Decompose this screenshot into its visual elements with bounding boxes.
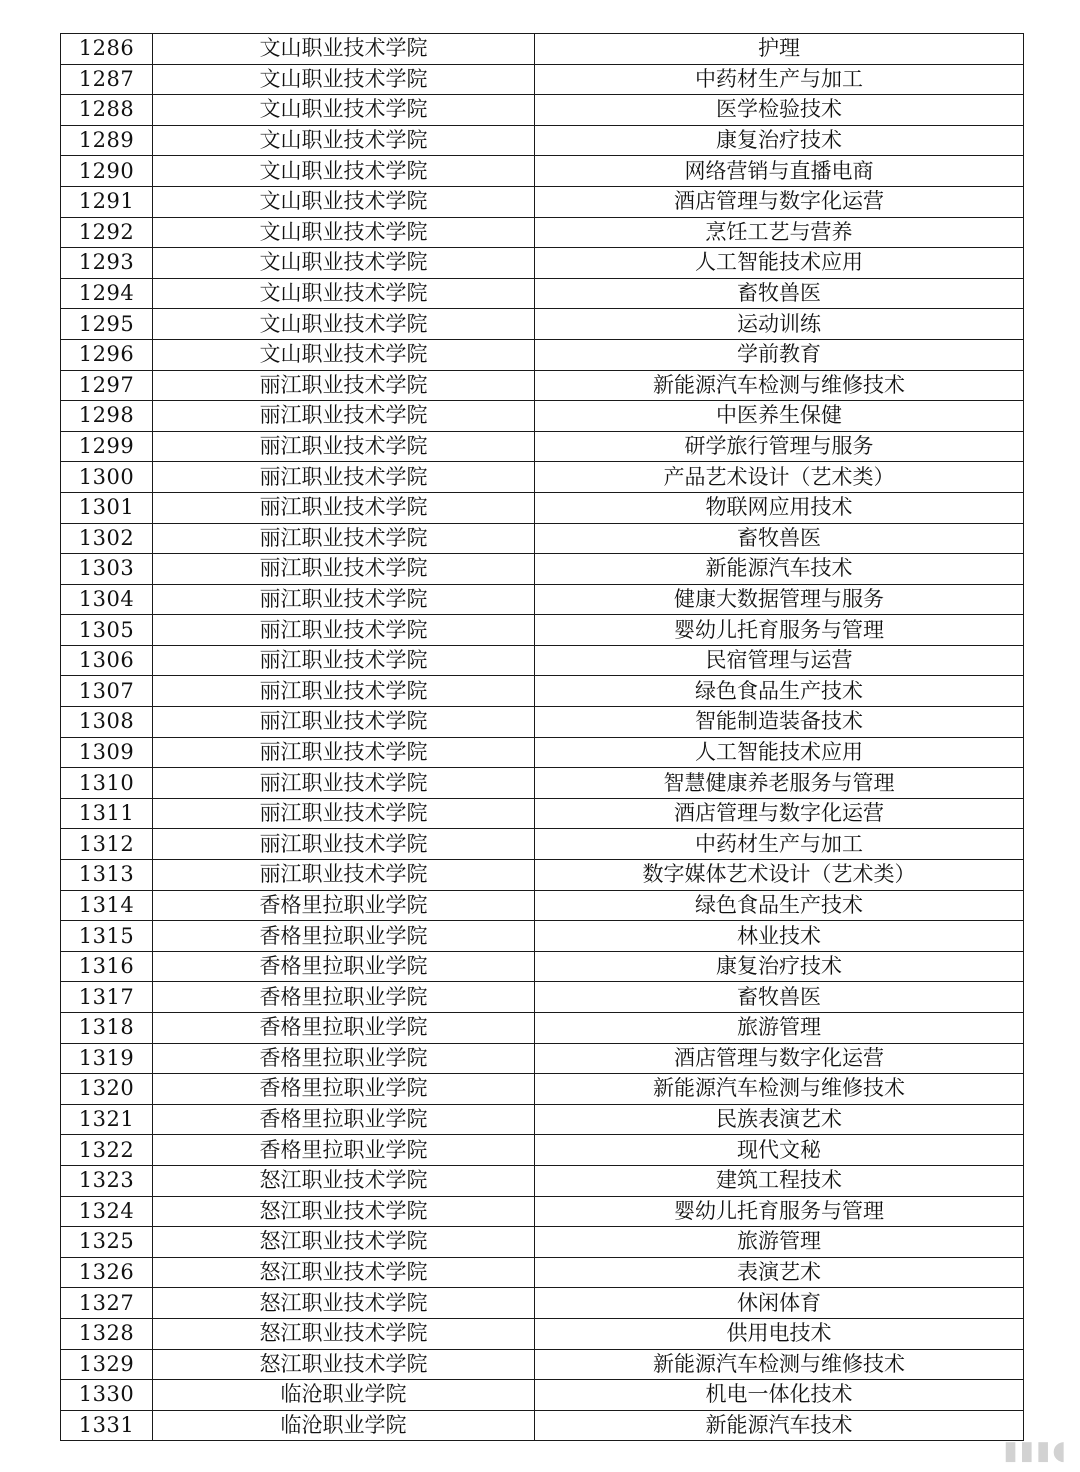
major-name: 康复治疗技术 [535, 951, 1024, 982]
school-name: 怒江职业技术学院 [153, 1318, 535, 1349]
row-number: 1309 [61, 737, 153, 768]
table-row [61, 1318, 1024, 1349]
school-name: 文山职业技术学院 [153, 339, 535, 370]
major-name: 人工智能技术应用 [535, 737, 1024, 768]
table-row [61, 1074, 1024, 1105]
major-name: 人工智能技术应用 [535, 248, 1024, 279]
table-row [61, 1380, 1024, 1411]
table-row [61, 645, 1024, 676]
table-row [61, 890, 1024, 921]
major-name: 新能源汽车检测与维修技术 [535, 1349, 1024, 1380]
row-number: 1310 [61, 768, 153, 799]
row-number: 1321 [61, 1104, 153, 1135]
school-name: 香格里拉职业学院 [153, 1043, 535, 1074]
table-row [61, 829, 1024, 860]
school-name: 临沧职业学院 [153, 1380, 535, 1411]
table-row [61, 1013, 1024, 1044]
major-name: 民宿管理与运营 [535, 645, 1024, 676]
row-number: 1300 [61, 462, 153, 493]
row-number: 1302 [61, 523, 153, 554]
school-name: 怒江职业技术学院 [153, 1257, 535, 1288]
table-row [61, 217, 1024, 248]
table-row [61, 554, 1024, 585]
row-number: 1314 [61, 890, 153, 921]
school-name: 丽江职业技术学院 [153, 737, 535, 768]
table-row [61, 64, 1024, 95]
row-number: 1289 [61, 125, 153, 156]
major-name: 产品艺术设计（艺术类） [535, 462, 1024, 493]
row-number: 1330 [61, 1380, 153, 1411]
major-name: 供用电技术 [535, 1318, 1024, 1349]
table-row [61, 584, 1024, 615]
document-sheet [60, 33, 1023, 1441]
major-name: 物联网应用技术 [535, 492, 1024, 523]
major-name: 林业技术 [535, 921, 1024, 952]
table-row [61, 1135, 1024, 1166]
school-name: 文山职业技术学院 [153, 125, 535, 156]
major-name: 中药材生产与加工 [535, 829, 1024, 860]
table-row [61, 401, 1024, 432]
row-number: 1297 [61, 370, 153, 401]
table-row [61, 860, 1024, 891]
school-name: 丽江职业技术学院 [153, 554, 535, 585]
major-name: 网络营销与直播电商 [535, 156, 1024, 187]
major-name: 学前教育 [535, 339, 1024, 370]
table-row [61, 1288, 1024, 1319]
table-row [61, 951, 1024, 982]
school-name: 香格里拉职业学院 [153, 951, 535, 982]
major-name: 智能制造装备技术 [535, 707, 1024, 738]
row-number: 1294 [61, 278, 153, 309]
school-name: 怒江职业技术学院 [153, 1196, 535, 1227]
table-row [61, 982, 1024, 1013]
major-name: 中医养生保健 [535, 401, 1024, 432]
row-number: 1288 [61, 95, 153, 126]
row-number: 1325 [61, 1227, 153, 1258]
major-name: 康复治疗技术 [535, 125, 1024, 156]
table-row [61, 248, 1024, 279]
major-name: 烹饪工艺与营养 [535, 217, 1024, 248]
row-number: 1301 [61, 492, 153, 523]
row-number: 1296 [61, 339, 153, 370]
table-row [61, 1165, 1024, 1196]
school-name: 文山职业技术学院 [153, 64, 535, 95]
school-name: 香格里拉职业学院 [153, 890, 535, 921]
school-name: 文山职业技术学院 [153, 309, 535, 340]
row-number: 1311 [61, 798, 153, 829]
table-row [61, 95, 1024, 126]
table-row [61, 1043, 1024, 1074]
row-number: 1318 [61, 1013, 153, 1044]
major-name: 畜牧兽医 [535, 982, 1024, 1013]
school-name: 丽江职业技术学院 [153, 645, 535, 676]
school-name: 临沧职业学院 [153, 1410, 535, 1441]
major-name: 畜牧兽医 [535, 523, 1024, 554]
major-name: 机电一体化技术 [535, 1380, 1024, 1411]
table-row [61, 1410, 1024, 1441]
school-name: 丽江职业技术学院 [153, 768, 535, 799]
major-name: 数字媒体艺术设计（艺术类） [535, 860, 1024, 891]
major-name: 酒店管理与数字化运营 [535, 798, 1024, 829]
major-name: 畜牧兽医 [535, 278, 1024, 309]
school-name: 香格里拉职业学院 [153, 982, 535, 1013]
major-name: 新能源汽车技术 [535, 1410, 1024, 1441]
school-name: 怒江职业技术学院 [153, 1227, 535, 1258]
row-number: 1319 [61, 1043, 153, 1074]
row-number: 1307 [61, 676, 153, 707]
table-row [61, 156, 1024, 187]
row-number: 1299 [61, 431, 153, 462]
row-number: 1313 [61, 860, 153, 891]
table-row [61, 462, 1024, 493]
table-row [61, 309, 1024, 340]
school-name: 丽江职业技术学院 [153, 584, 535, 615]
row-number: 1286 [61, 34, 153, 65]
major-name: 表演艺术 [535, 1257, 1024, 1288]
row-number: 1287 [61, 64, 153, 95]
school-name: 香格里拉职业学院 [153, 1013, 535, 1044]
major-name: 民族表演艺术 [535, 1104, 1024, 1135]
school-name: 文山职业技术学院 [153, 34, 535, 65]
table-row [61, 1196, 1024, 1227]
major-name: 护理 [535, 34, 1024, 65]
school-name: 怒江职业技术学院 [153, 1165, 535, 1196]
table-row [61, 798, 1024, 829]
table-row [61, 1349, 1024, 1380]
row-number: 1328 [61, 1318, 153, 1349]
table-row [61, 278, 1024, 309]
major-name: 研学旅行管理与服务 [535, 431, 1024, 462]
school-name: 丽江职业技术学院 [153, 401, 535, 432]
school-name: 香格里拉职业学院 [153, 1104, 535, 1135]
table-row [61, 1257, 1024, 1288]
major-name: 婴幼儿托育服务与管理 [535, 615, 1024, 646]
row-number: 1320 [61, 1074, 153, 1105]
row-number: 1305 [61, 615, 153, 646]
table-row [61, 34, 1024, 65]
school-name: 丽江职业技术学院 [153, 431, 535, 462]
school-name: 丽江职业技术学院 [153, 798, 535, 829]
row-number: 1331 [61, 1410, 153, 1441]
major-name: 旅游管理 [535, 1227, 1024, 1258]
row-number: 1323 [61, 1165, 153, 1196]
school-name: 丽江职业技术学院 [153, 462, 535, 493]
school-name: 丽江职业技术学院 [153, 676, 535, 707]
row-number: 1315 [61, 921, 153, 952]
table-row [61, 431, 1024, 462]
major-name: 婴幼儿托育服务与管理 [535, 1196, 1024, 1227]
major-name: 新能源汽车检测与维修技术 [535, 1074, 1024, 1105]
table-row [61, 921, 1024, 952]
table-row [61, 125, 1024, 156]
table-row [61, 1104, 1024, 1135]
major-name: 旅游管理 [535, 1013, 1024, 1044]
school-name: 文山职业技术学院 [153, 186, 535, 217]
table-row [61, 186, 1024, 217]
table-body [61, 34, 1024, 1441]
major-name: 中药材生产与加工 [535, 64, 1024, 95]
major-name: 酒店管理与数字化运营 [535, 186, 1024, 217]
major-name: 建筑工程技术 [535, 1165, 1024, 1196]
school-name: 丽江职业技术学院 [153, 860, 535, 891]
school-name: 丽江职业技术学院 [153, 707, 535, 738]
major-name: 绿色食品生产技术 [535, 676, 1024, 707]
row-number: 1317 [61, 982, 153, 1013]
school-name: 香格里拉职业学院 [153, 1074, 535, 1105]
major-name: 医学检验技术 [535, 95, 1024, 126]
program-table [60, 33, 1024, 1441]
row-number: 1322 [61, 1135, 153, 1166]
row-number: 1312 [61, 829, 153, 860]
table-row [61, 768, 1024, 799]
table-row [61, 676, 1024, 707]
row-number: 1298 [61, 401, 153, 432]
row-number: 1290 [61, 156, 153, 187]
row-number: 1295 [61, 309, 153, 340]
table-row [61, 1227, 1024, 1258]
school-name: 香格里拉职业学院 [153, 921, 535, 952]
major-name: 酒店管理与数字化运营 [535, 1043, 1024, 1074]
major-name: 新能源汽车技术 [535, 554, 1024, 585]
row-number: 1293 [61, 248, 153, 279]
row-number: 1303 [61, 554, 153, 585]
major-name: 智慧健康养老服务与管理 [535, 768, 1024, 799]
row-number: 1291 [61, 186, 153, 217]
row-number: 1326 [61, 1257, 153, 1288]
school-name: 丽江职业技术学院 [153, 615, 535, 646]
major-name: 运动训练 [535, 309, 1024, 340]
major-name: 绿色食品生产技术 [535, 890, 1024, 921]
major-name: 现代文秘 [535, 1135, 1024, 1166]
major-name: 健康大数据管理与服务 [535, 584, 1024, 615]
table-row [61, 370, 1024, 401]
row-number: 1327 [61, 1288, 153, 1319]
school-name: 文山职业技术学院 [153, 248, 535, 279]
school-name: 文山职业技术学院 [153, 95, 535, 126]
row-number: 1308 [61, 707, 153, 738]
row-number: 1304 [61, 584, 153, 615]
major-name: 休闲体育 [535, 1288, 1024, 1319]
school-name: 丽江职业技术学院 [153, 829, 535, 860]
watermark-mark: ▮▮▮◖ [1003, 1436, 1068, 1466]
school-name: 文山职业技术学院 [153, 156, 535, 187]
school-name: 怒江职业技术学院 [153, 1288, 535, 1319]
table-row [61, 707, 1024, 738]
school-name: 丽江职业技术学院 [153, 523, 535, 554]
row-number: 1292 [61, 217, 153, 248]
school-name: 文山职业技术学院 [153, 278, 535, 309]
major-name: 新能源汽车检测与维修技术 [535, 370, 1024, 401]
row-number: 1329 [61, 1349, 153, 1380]
table-row [61, 339, 1024, 370]
table-row [61, 615, 1024, 646]
table-row [61, 737, 1024, 768]
school-name: 丽江职业技术学院 [153, 370, 535, 401]
school-name: 香格里拉职业学院 [153, 1135, 535, 1166]
school-name: 文山职业技术学院 [153, 217, 535, 248]
row-number: 1306 [61, 645, 153, 676]
row-number: 1324 [61, 1196, 153, 1227]
row-number: 1316 [61, 951, 153, 982]
table-row [61, 523, 1024, 554]
school-name: 丽江职业技术学院 [153, 492, 535, 523]
table-row [61, 492, 1024, 523]
school-name: 怒江职业技术学院 [153, 1349, 535, 1380]
